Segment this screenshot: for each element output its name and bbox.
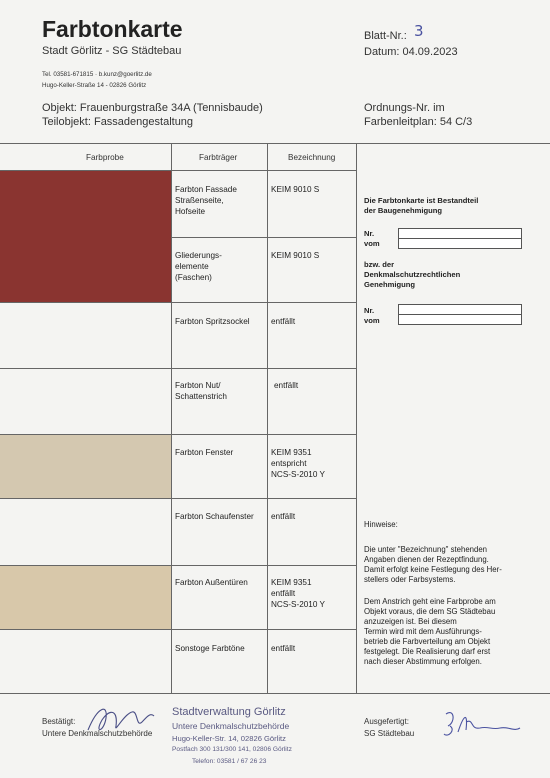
- stamp-line-1: Stadtverwaltung Görlitz: [172, 706, 286, 718]
- hints-paragraph-1: Die unter "Bezeichnung" stehenden Angaben dienen der Rezeptfindung. Damit erfolgt keine Festlegung des Her- stellers oder Farbsystems.: [364, 545, 502, 584]
- row-traeger: Farbton Spritzsockel: [175, 317, 250, 326]
- row-traeger: Farbton Außentüren: [175, 578, 248, 587]
- stamp-line-5: Telefon: 03581 / 67 26 23: [192, 758, 267, 765]
- header-farbtraeger: Farbträger: [199, 153, 238, 162]
- farbenleitplan: Farbenleitplan: 54 C/3: [364, 116, 473, 128]
- header-farbprobe: Farbprobe: [86, 153, 124, 162]
- stamp-line-2: Untere Denkmalschutzbehörde: [172, 721, 290, 731]
- row-bezeichnung: KEIM 9351 entspricht NCS-S-2010 Y: [271, 448, 326, 479]
- row-bezeichnung: entfällt: [271, 644, 296, 653]
- blatt-label: Blatt-Nr.:: [364, 30, 407, 42]
- row-bezeichnung: KEIM 9010 S: [271, 251, 320, 260]
- stamp-line-3: Hugo-Keller-Str. 14, 02826 Görlitz: [172, 734, 286, 743]
- ordnungs-nr-label: Ordnungs-Nr. im: [364, 102, 445, 114]
- nr-vom-label: Nr. vom: [364, 229, 380, 248]
- page-title: Farbtonkarte: [42, 16, 183, 42]
- teilobjekt: Teilobjekt: Fassadengestaltung: [42, 116, 194, 128]
- table-bottom-line: [0, 693, 550, 694]
- date: Datum: 04.09.2023: [364, 46, 458, 58]
- address-line: Hugo-Keller-Straße 14 - 02826 Görlitz: [42, 82, 147, 89]
- row-traeger: Gliederungs- elemente (Faschen): [175, 251, 222, 282]
- row-traeger: Sonstoge Farbtöne: [175, 644, 245, 653]
- sg-label: SG Städtebau: [364, 729, 415, 738]
- row-line: [0, 368, 356, 369]
- swatch-red: [0, 171, 171, 302]
- row-line: [0, 434, 356, 435]
- column-line: [356, 143, 357, 693]
- bestaetigt-label: Bestätigt:: [42, 717, 76, 726]
- row-bezeichnung: KEIM 9010 S: [271, 185, 320, 194]
- column-line: [267, 143, 268, 693]
- signature-left: [80, 700, 170, 740]
- hints-paragraph-2: Dem Anstrich geht eine Farbprobe am Objekt voraus, die dem SG Städtebau anzuzeigen ist. Bei diesem Termin wird mit dem Ausführungs- betrieb die Farbverteilung am Objekt festgelegt. Die Realisierung darf erst nach dieser Abstimmung erfolgen.: [364, 597, 496, 666]
- row-traeger: Farbton Schaufenster: [175, 512, 254, 521]
- vom-field[interactable]: [398, 238, 522, 249]
- header-line: [0, 170, 356, 171]
- row-bezeichnung: entfällt: [274, 381, 299, 390]
- subtitle: Stadt Görlitz - SG Städtebau: [42, 45, 182, 57]
- row-traeger: Farbton Fassade Straßenseite, Hofseite: [175, 185, 237, 216]
- stamp-line-4: Postfach 300 131/300 141, 02806 Görlitz: [172, 746, 292, 753]
- swatch-beige-door: [0, 565, 171, 629]
- row-line: [0, 565, 356, 566]
- hints-title: Hinweise:: [364, 520, 398, 529]
- row-line: [0, 302, 356, 303]
- row-line: [0, 629, 356, 630]
- column-line: [171, 143, 172, 693]
- row-bezeichnung: entfällt: [271, 317, 296, 326]
- nr-vom-label-2: Nr. vom: [364, 306, 380, 325]
- header-bezeichnung: Bezeichnung: [288, 153, 336, 162]
- swatch-beige-window: [0, 434, 171, 498]
- row-line: [171, 237, 356, 238]
- objekt: Objekt: Frauenburgstraße 34A (Tennisbaude): [42, 102, 263, 114]
- signature-right: [440, 704, 530, 744]
- row-traeger: Farbton Nut/ Schattenstrich: [175, 381, 227, 401]
- row-bezeichnung: KEIM 9351 entfällt NCS-S-2010 Y: [271, 578, 326, 609]
- vom-field-2[interactable]: [398, 314, 522, 325]
- monument-note: bzw. der Denkmalschutzrechtlichen Genehmigung: [364, 260, 461, 289]
- approval-note: Die Farbtonkarte ist Bestandteil der Baugenehmigung: [364, 196, 479, 215]
- table-top-line: [0, 143, 550, 144]
- ausgefertigt-label: Ausgefertigt:: [364, 717, 409, 726]
- row-traeger: Farbton Fenster: [175, 448, 234, 457]
- row-line: [0, 498, 356, 499]
- contact-line: Tel. 03581-671815 · b.kunz@goerlitz.de: [42, 71, 152, 78]
- untere-label: Untere Denkmalschutzbehörde: [42, 729, 153, 738]
- blatt-number: 3: [414, 22, 424, 40]
- row-bezeichnung: entfällt: [271, 512, 296, 521]
